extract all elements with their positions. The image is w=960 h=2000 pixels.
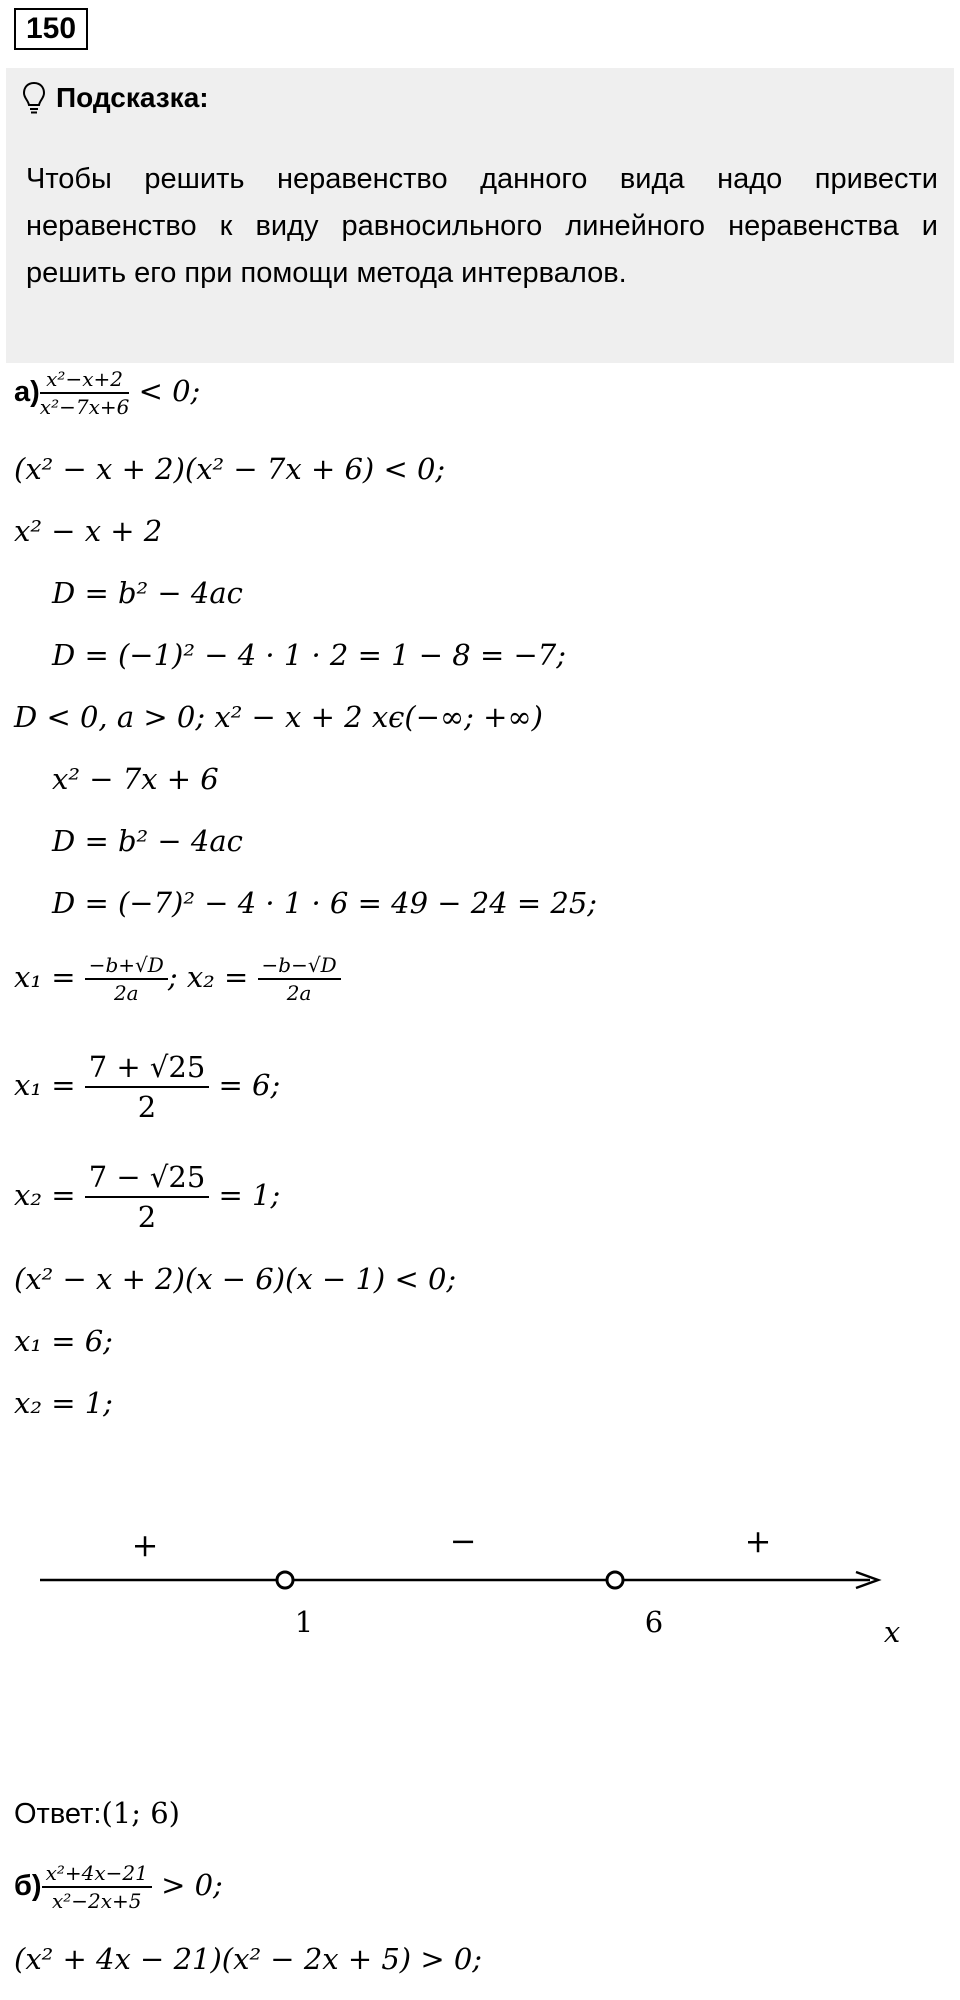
fraction-denominator: x²−7x+6 (39, 395, 130, 419)
fraction-denominator: 2a (286, 981, 312, 1005)
fraction-denominator: 2 (137, 1200, 157, 1234)
point-label-1: 1 (294, 1605, 314, 1639)
part-a-fraction (40, 366, 130, 420)
answer-label: Ответ: (14, 1798, 102, 1830)
open-point-6 (607, 1572, 623, 1588)
x2-fraction (85, 1158, 210, 1236)
number-line (0, 1500, 960, 1680)
hint-header (22, 78, 209, 118)
interval-sign-right: + (744, 1522, 772, 1560)
part-a-label: а) (14, 376, 40, 408)
part-a-step9: (x² − x + 2)(x − 6)(x − 1) < 0; (14, 1262, 457, 1296)
fraction-numerator: 7 − √25 (85, 1158, 210, 1198)
part-a-step4: D = (−1)² − 4 · 1 · 2 = 1 − 8 = −7; (52, 638, 567, 672)
part-a-step3: D = b² − 4ac (52, 576, 243, 610)
answer-value: (1; 6) (101, 1796, 180, 1830)
fraction-numerator: 7 + √25 (85, 1048, 210, 1088)
fraction-tail: < 0; (138, 374, 201, 408)
x1-calculation (14, 1048, 280, 1126)
interval-sign-left: + (131, 1526, 159, 1564)
x2-result: = 1; (218, 1178, 281, 1212)
fraction-numerator: x²+4x−21 (42, 1860, 152, 1888)
part-a-step2: x² − x + 2 (14, 514, 163, 548)
point-label-6: 6 (644, 1605, 664, 1639)
x2-lhs: x₂ = (14, 1178, 76, 1212)
interval-sign-middle: − (449, 1522, 477, 1560)
part-a-step11: x₂ = 1; (14, 1386, 113, 1420)
part-b-fraction (42, 1860, 152, 1914)
fraction-numerator: x²−x+2 (40, 366, 130, 394)
fraction-denominator: x²−2x+5 (51, 1889, 142, 1913)
answer-line (14, 1796, 180, 1831)
x1-result: = 6; (218, 1068, 281, 1102)
fraction-numerator: −b−√D (258, 952, 341, 980)
open-point-1 (277, 1572, 293, 1588)
roots-separator: ; x₂ = (167, 960, 249, 994)
fraction-denominator: 2 (137, 1090, 157, 1124)
part-a-step1: (x² − x + 2)(x² − 7x + 6) < 0; (14, 452, 446, 486)
hint-title: Подсказка: (56, 82, 209, 113)
part-a-step5: D < 0, a > 0; x² − x + 2 xϵ(−∞; +∞) (14, 700, 543, 734)
part-a-condition (14, 366, 200, 420)
part-a-step7: D = b² − 4ac (52, 824, 243, 858)
lightbulb-icon (22, 81, 46, 115)
x1-lhs: x₁ = (14, 1068, 76, 1102)
x2-calculation (14, 1158, 280, 1236)
part-a-step10: x₁ = 6; (14, 1324, 113, 1358)
fraction-denominator: 2a (113, 981, 139, 1005)
hint-text: Чтобы решить неравенство данного вида надо привести неравенство к виду равносильного линейного неравенства и решить его при помощи метода интервалов. (26, 163, 938, 289)
axis-label-x: x (883, 1615, 901, 1649)
x1-lhs: x₁ = (14, 960, 76, 994)
x1-formula-fraction (85, 952, 168, 1006)
fraction-numerator: −b+√D (85, 952, 168, 980)
part-b-step1: (x² + 4x − 21)(x² − 2x + 5) > 0; (14, 1942, 483, 1976)
part-b-label: б) (14, 1870, 42, 1902)
fraction-tail: > 0; (161, 1868, 223, 1902)
part-a-step8: D = (−7)² − 4 · 1 · 6 = 49 − 24 = 25; (52, 886, 598, 920)
problem-number: 150 (14, 8, 88, 50)
x1-fraction (85, 1048, 210, 1126)
hint-box (6, 68, 954, 363)
x2-formula-fraction (258, 952, 341, 1006)
part-b-condition (14, 1860, 223, 1914)
roots-formula (14, 952, 341, 1006)
part-a-step6: x² − 7x + 6 (52, 762, 219, 796)
